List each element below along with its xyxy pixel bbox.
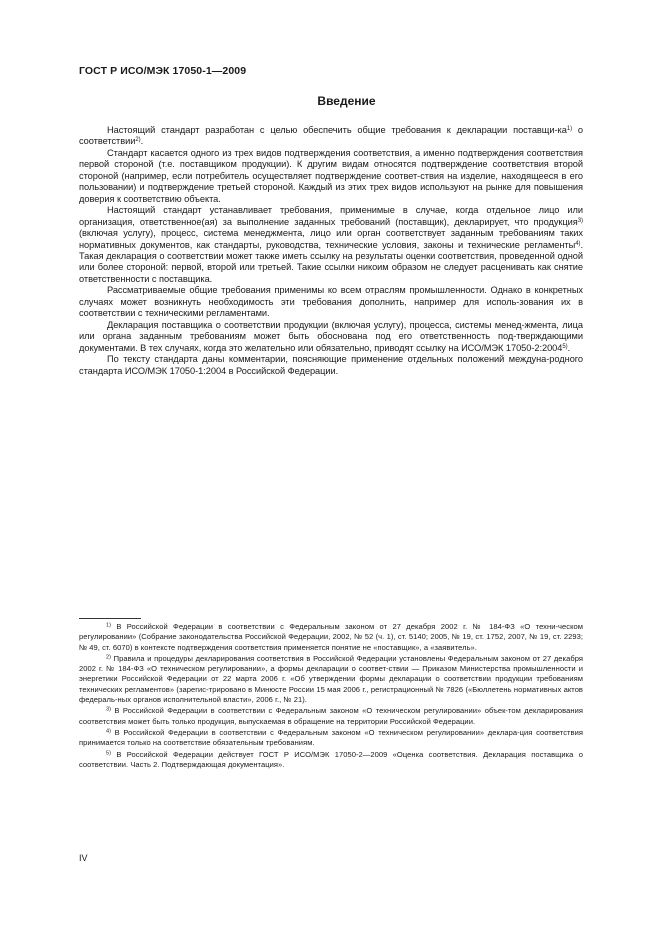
paragraph-text: Рассматриваемые общие требования применимы ко всем отраслям промышленности. Однако в конкретных случаях может возникнуть необходимость эти требования дополнить, например для исполь-зования их в соответствии с техническими регламентами. [79,285,583,319]
footnote-mark: 1) [106,622,111,629]
paragraph-text: Декларация поставщика о соответствии продукции (включая услугу), процесса, системы менед-жмента, лица или органа заданным требованиям может быть обоснована под его ответственность под-тверждающими документами. В тех случаях, когда это желательно или обязательно, приводят ссылку на ИСО/МЭК 17050-2:2004 [79,319,583,353]
footnote-mark: 4) [106,728,111,735]
footnote-text: Правила и процедуры декларирования соответствия в Российской Федерации установлены Федеральным законом от 27 декабря 2002 г. № 184-ФЗ «О техническом регулировании», а формы декларации о соответ-ствии — Приказом Министерства промышленности и энергетики Российской Федерации от 22 марта 2006 г. «Об утверждении формы декларации о соответствии продукции требованиям технических регламентов» (зарегис-трировано в Минюсте России 15 мая 2006 г., регистрационный № 7826 («Бюллетень нормативных актов федераль-ных органов исполнительной власти», 2006 г., № 21). [79,653,583,705]
footnote-mark: 5) [106,750,111,757]
paragraph-text: (включая услугу), процесс, система менеджмента, лицо или орган соответствует заданным требованиям таких нормативных документов, как стандарты, руководства, технические условия, законы и технические регламенты [79,228,583,250]
page-number: IV [79,853,88,863]
footnote-text: В Российской Федерации в соответствии с Федеральным законом «О техническом регулировании» объек-том декларирования соответствия может быть только продукция, выпускаемая в обращение на территории Российской Федерации. [79,706,583,726]
footnote-text: В Российской Федерации действует ГОСТ Р ИСО/МЭК 17050-2—2009 «Оценка соответствия. Декларация поставщика о соответствии. Часть 2. Подтверждающая документация». [79,749,583,769]
paragraph [79,205,583,285]
footnote-text: В Российской Федерации в соответствии с Федеральным законом от 27 декабря 2002 г. № 184-ФЗ «О техни-ческом регулировании» (Собрание законодательства Российской Федерации, 2002, № 52 (ч. 1), ст. 5140; 2005, № 19, ст. 1752, 2007, № 19, ст. 2293; № 49, ст. 6070) в контексте подтверждения соответствия применяется понятие не «поставщик», а «заявитель». [79,622,583,652]
footnote-mark: 2) [106,654,111,661]
footnote-ref: 2) [135,137,141,144]
paragraph [79,320,583,354]
page-title: Введение [317,94,376,108]
footnote-ref: 1) [566,126,573,132]
footnote-ref: 3) [577,217,583,224]
paragraph-text: Настоящий стандарт устанавливает требования, применимые в случае, когда отдельное лицо или организация, ответственное(ая) за выполнение заданных требований (поставщик), декларирует, что продукция [79,205,583,227]
footnote-text: В Российской Федерации в соответствии с Федеральным законом «О техническом регулировании» деклара-ция соответствия принимается только на соответствие обязательным требованиям. [79,727,583,748]
paragraph-text: . [567,342,571,353]
footnote-ref: 5) [562,343,568,350]
footnotes [79,622,583,771]
footnote [79,622,583,653]
footnote [79,750,583,771]
paragraph-text: По тексту стандарта даны комментарии, поясняющие применение отдельных положений междуна-родного стандарта ИСО/МЭК 17050-1:2004 в Российской Федерации. [79,354,583,376]
paragraph-text: Настоящий стандарт разработан с целью обеспечить общие требования к декларации поставщи-ка [107,125,567,135]
page-header: ГОСТ Р ИСО/МЭК 17050-1—2009 [79,65,247,77]
paragraph [79,354,583,377]
paragraph-text: . Такая декларация о соответствии может также иметь ссылку на результаты оценки соответствия, проведенной одной или более стороной: первой, второй или третьей. Такие ссылки никоим образом не следует расценивать как снятие ответственности с поставщика. [79,239,583,284]
footnote [79,654,583,705]
paragraph [79,125,583,148]
paragraph-text: о соответствии [79,125,583,147]
footnote-separator [79,618,141,619]
paragraph-text: Стандарт касается одного из трех видов подтверждения соответствия, а именно подтверждения соответствия первой стороной (т.е. поставщиком продукции). К другим видам относятся подтверждение соответствия второй стороной (например, если потребитель осуществляет подтверждение соответ-ствия на изделие, находящееся в его пользовании) и подтверждение третьей стороной. Каждый из этих трех видов используют на рынке для повышения доверия к соответствию объекта. [79,147,583,204]
paragraph-text: . [140,136,144,147]
footnote [79,728,583,749]
footnote-mark: 3) [106,706,111,713]
footnote [79,706,583,727]
footnote-ref: 4) [575,240,581,247]
paragraph [79,285,583,319]
body-text [79,125,583,377]
paragraph [79,148,583,205]
